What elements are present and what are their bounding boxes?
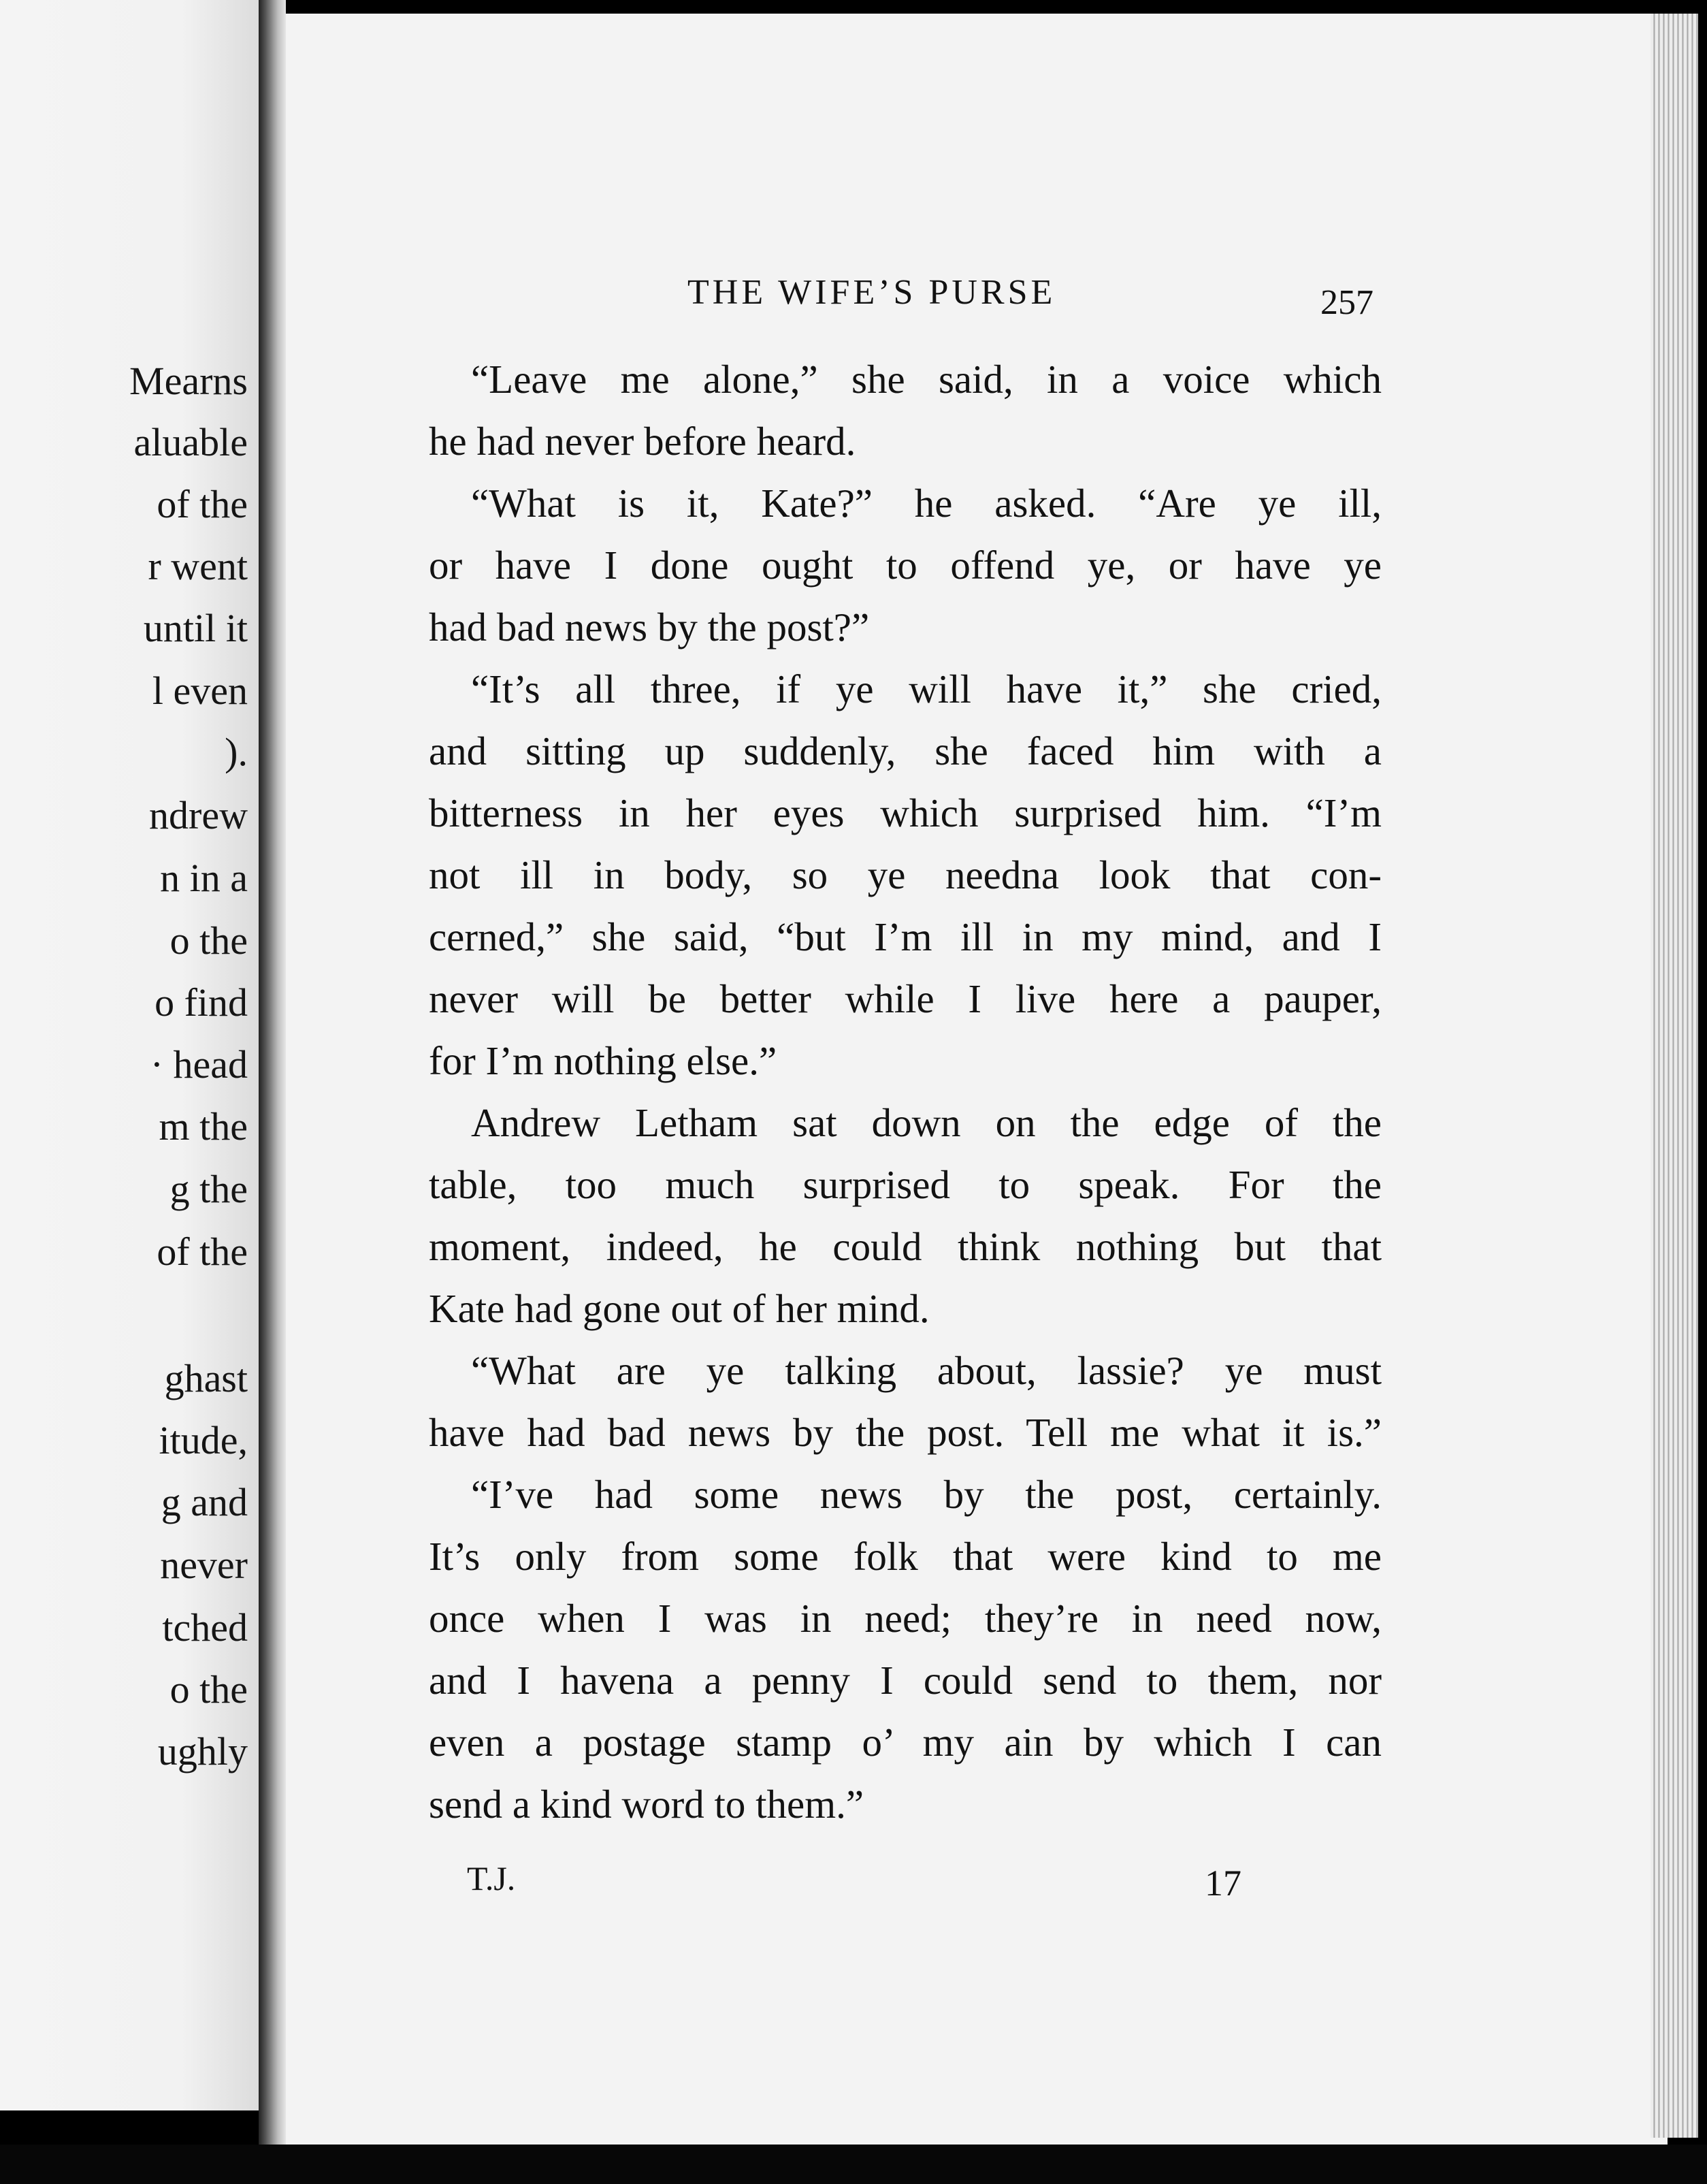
text-line: or have I done ought to offend ye, or have ye bbox=[429, 543, 1382, 588]
page-number: 257 bbox=[1320, 283, 1373, 322]
text-line: send a kind word to them.” bbox=[429, 1782, 864, 1827]
text-line: and I havena a penny I could send to them, nor bbox=[429, 1658, 1382, 1703]
left-page-line: g the bbox=[169, 1167, 248, 1211]
left-page-line: aluable bbox=[133, 420, 248, 464]
left-page-line: r went bbox=[148, 544, 248, 588]
text-line: have had bad news by the post. Tell me what it is.” bbox=[429, 1410, 1382, 1455]
scan-border bbox=[0, 2145, 1707, 2184]
text-line: and sitting up suddenly, she faced him with a bbox=[429, 728, 1382, 773]
left-page-line: tched bbox=[162, 1605, 248, 1650]
left-page-line: itude, bbox=[159, 1418, 248, 1462]
left-page-line: o the bbox=[169, 1667, 248, 1712]
text-line: he had never before heard. bbox=[429, 419, 856, 464]
text-line: cerned,” she said, “but I’m ill in my mind, and I bbox=[429, 914, 1382, 959]
left-page-line: of the bbox=[157, 482, 248, 526]
text-line: “What are ye talking about, lassie? ye must bbox=[471, 1348, 1382, 1393]
left-page-line: m the bbox=[159, 1104, 248, 1149]
text-line: for I’m nothing else.” bbox=[429, 1038, 777, 1083]
page-edges bbox=[1651, 14, 1698, 2138]
left-page-line: Mearns bbox=[129, 359, 248, 403]
left-page-line: ndrew bbox=[149, 793, 248, 837]
left-page-line: never bbox=[160, 1543, 248, 1587]
text-line: “It’s all three, if ye will have it,” she cried, bbox=[471, 667, 1382, 711]
body-text bbox=[429, 349, 1382, 1835]
text-line: Kate had gone out of her mind. bbox=[429, 1286, 930, 1331]
text-line: Andrew Letham sat down on the edge of the bbox=[471, 1100, 1382, 1145]
sheet-number: 17 bbox=[1205, 1863, 1241, 1904]
text-line: bitterness in her eyes which surprised him. “I’m bbox=[429, 790, 1382, 835]
text-line: “What is it, Kate?” he asked. “Are ye ill, bbox=[471, 481, 1382, 526]
running-head: THE WIFE’S PURSE bbox=[687, 273, 1056, 312]
text-line: not ill in body, so ye needna look that con- bbox=[429, 852, 1382, 897]
text-line: even a postage stamp o’ my ain by which I can bbox=[429, 1720, 1382, 1765]
text-line: It’s only from some folk that were kind to me bbox=[429, 1534, 1382, 1579]
text-line: “I’ve had some news by the post, certainly. bbox=[471, 1472, 1382, 1517]
left-page-line: o find bbox=[155, 980, 248, 1025]
left-page-line: · head bbox=[150, 1042, 248, 1087]
left-page-line: until it bbox=[143, 606, 248, 650]
text-line: moment, indeed, he could think nothing but that bbox=[429, 1224, 1382, 1269]
text-line: had bad news by the post?” bbox=[429, 605, 870, 649]
signature-mark: T.J. bbox=[467, 1859, 516, 1897]
left-page-line: of the bbox=[157, 1230, 248, 1274]
left-page-line: ). bbox=[225, 730, 248, 774]
text-line: table, too much surprised to speak. For the bbox=[429, 1162, 1382, 1207]
text-line: once when I was in need; they’re in need now, bbox=[429, 1596, 1382, 1641]
text-line: never will be better while I live here a pauper, bbox=[429, 976, 1382, 1021]
left-page-line: n in a bbox=[160, 856, 248, 900]
left-page-line: ughly bbox=[157, 1729, 248, 1773]
left-page-line: g and bbox=[161, 1480, 248, 1524]
left-page-line: ghast bbox=[164, 1356, 248, 1400]
left-page-line: l even bbox=[152, 669, 248, 713]
left-page bbox=[0, 0, 259, 2110]
book-gutter bbox=[259, 0, 286, 2151]
text-line: “Leave me alone,” she said, in a voice which bbox=[471, 357, 1382, 402]
left-page-line: o the bbox=[169, 918, 248, 963]
